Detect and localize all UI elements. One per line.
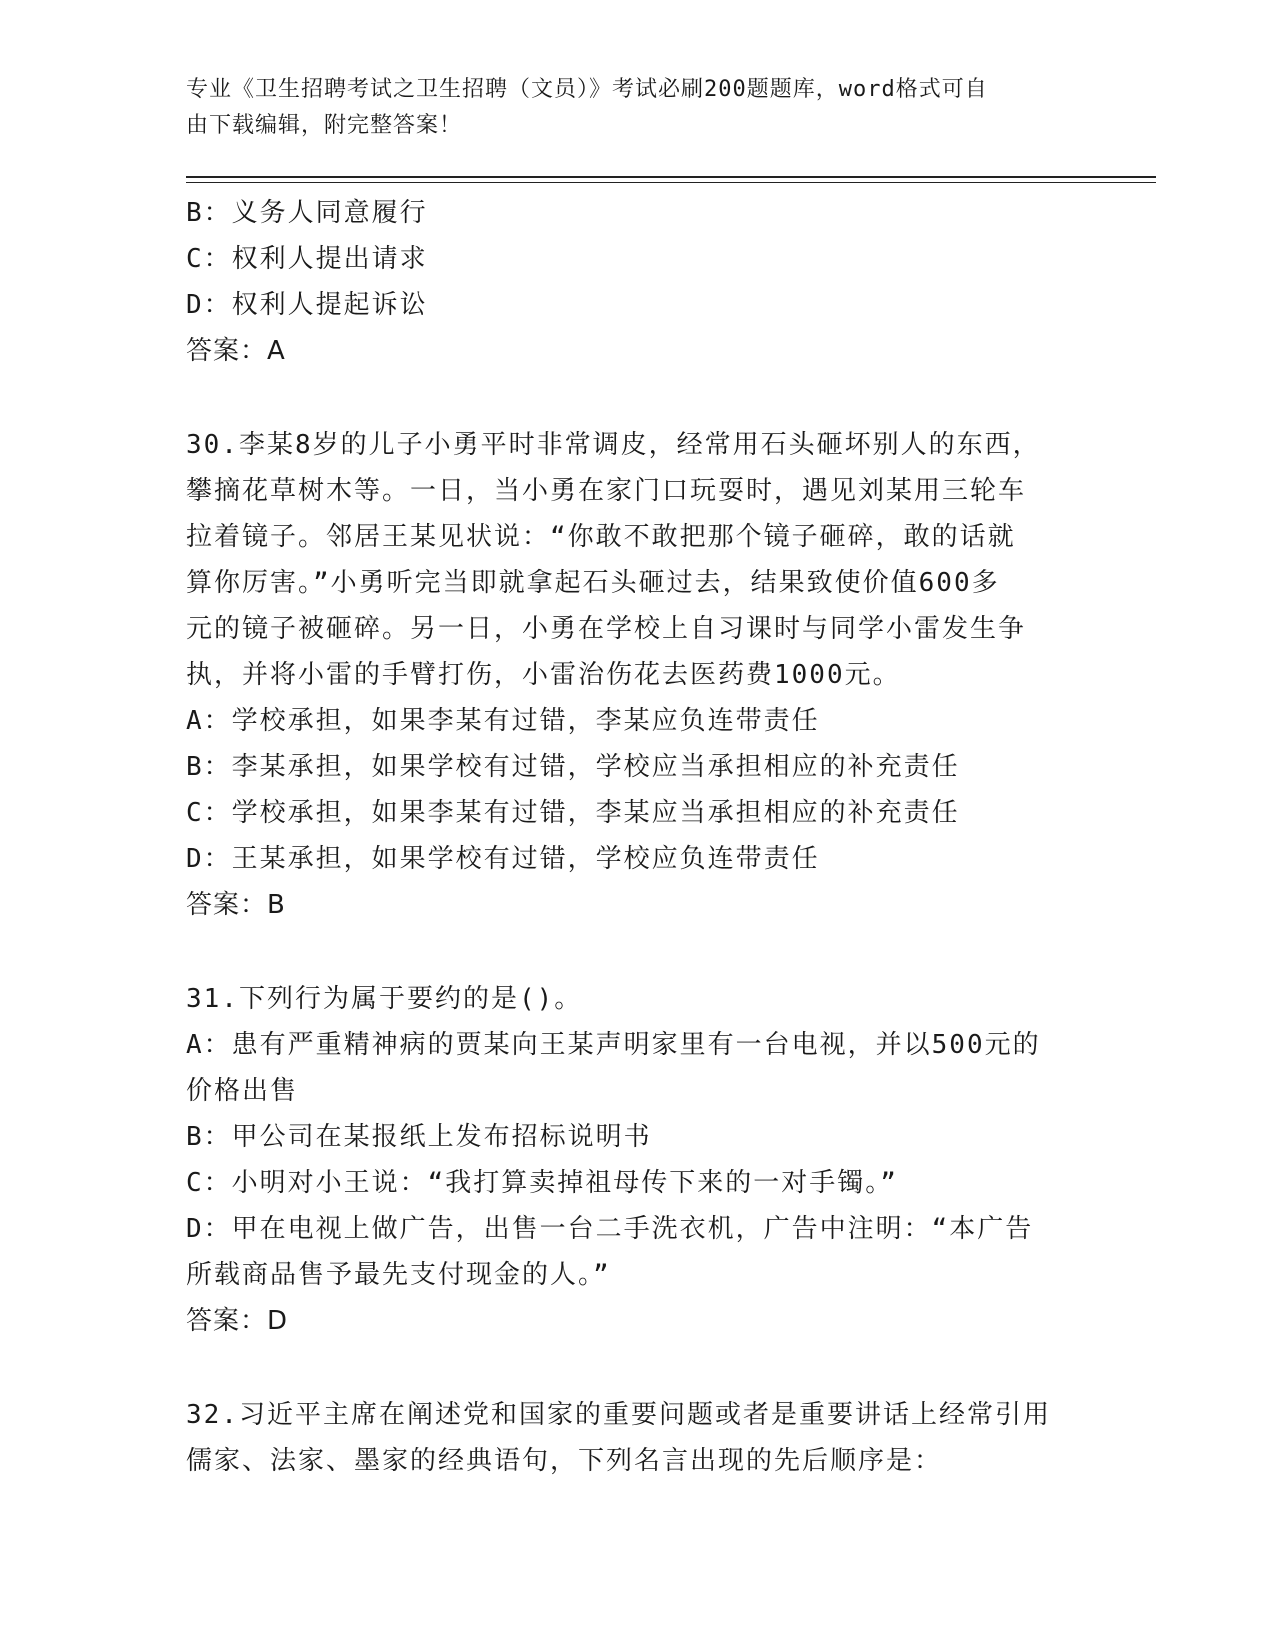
option-d: D：甲在电视上做广告，出售一台二手洗衣机，广告中注明：“本广告 (186, 1214, 1034, 1244)
option-b: B：义务人同意履行 (186, 198, 428, 228)
option-c: C：小明对小王说：“我打算卖掉祖母传下来的一对手镯。” (186, 1168, 898, 1198)
question-text-line: 算你厉害。”小勇听完当即就拿起石头砸过去，结果致使价值600多 (186, 568, 1000, 598)
option-c: C：学校承担，如果李某有过错，李某应当承担相应的补充责任 (186, 798, 960, 828)
option-d: D：王某承担，如果学校有过错，学校应负连带责任 (186, 844, 820, 874)
option-a: A：患有严重精神病的贾某向王某声明家里有一台电视，并以500元的 (186, 1030, 1041, 1060)
option-a: A：学校承担，如果李某有过错，李某应负连带责任 (186, 706, 820, 736)
option-b: B：甲公司在某报纸上发布招标说明书 (186, 1122, 652, 1152)
question-text-line: 31.下列行为属于要约的是()。 (186, 984, 583, 1014)
answer-label: 答案：B (186, 890, 286, 920)
question-32-block (186, 1392, 1086, 1484)
header-divider-thin (186, 182, 1156, 183)
question-text-line: 30.李某8岁的儿子小勇平时非常调皮，经常用石头砸坏别人的东西， (186, 430, 1041, 460)
question-text-line: 元的镜子被砸碎。另一日，小勇在学校上自习课时与同学小雷发生争 (186, 614, 1027, 644)
header-line-2: 由下载编辑，附完整答案！ (186, 113, 463, 138)
header-line-1: 专业《卫生招聘考试之卫生招聘（文员）》考试必刷200题题库，word格式可自 (186, 77, 988, 102)
answer-label: 答案：A (186, 336, 286, 366)
option-a-continued: 价格出售 (186, 1076, 299, 1106)
spacer (186, 1344, 1086, 1392)
question-text-line: 执，并将小雷的手臂打伤，小雷治伤花去医药费1000元。 (186, 660, 901, 690)
question-text-line: 32.习近平主席在阐述党和国家的重要问题或者是重要讲话上经常引用 (186, 1400, 1051, 1430)
question-text-line: 攀摘花草树木等。一日，当小勇在家门口玩耍时，遇见刘某用三轮车 (186, 476, 1027, 506)
document-header (186, 72, 1066, 144)
spacer (186, 928, 1086, 976)
spacer (186, 374, 1086, 422)
header-divider-thick (186, 176, 1156, 178)
answer-label: 答案：D (186, 1306, 289, 1336)
option-d: D：权利人提起诉讼 (186, 290, 428, 320)
question-31-block (186, 976, 1086, 1344)
option-c: C：权利人提出请求 (186, 244, 428, 274)
prev-question-block (186, 190, 1086, 374)
option-d-continued: 所载商品售予最先支付现金的人。” (186, 1260, 611, 1290)
question-30-block (186, 422, 1086, 928)
question-text-line: 拉着镜子。邻居王某见状说：“你敢不敢把那个镜子砸碎，敢的话就 (186, 522, 1016, 552)
question-text-line: 儒家、法家、墨家的经典语句，下列名言出现的先后顺序是： (186, 1446, 943, 1476)
option-b: B：李某承担，如果学校有过错，学校应当承担相应的补充责任 (186, 752, 960, 782)
question-content (186, 190, 1086, 1484)
